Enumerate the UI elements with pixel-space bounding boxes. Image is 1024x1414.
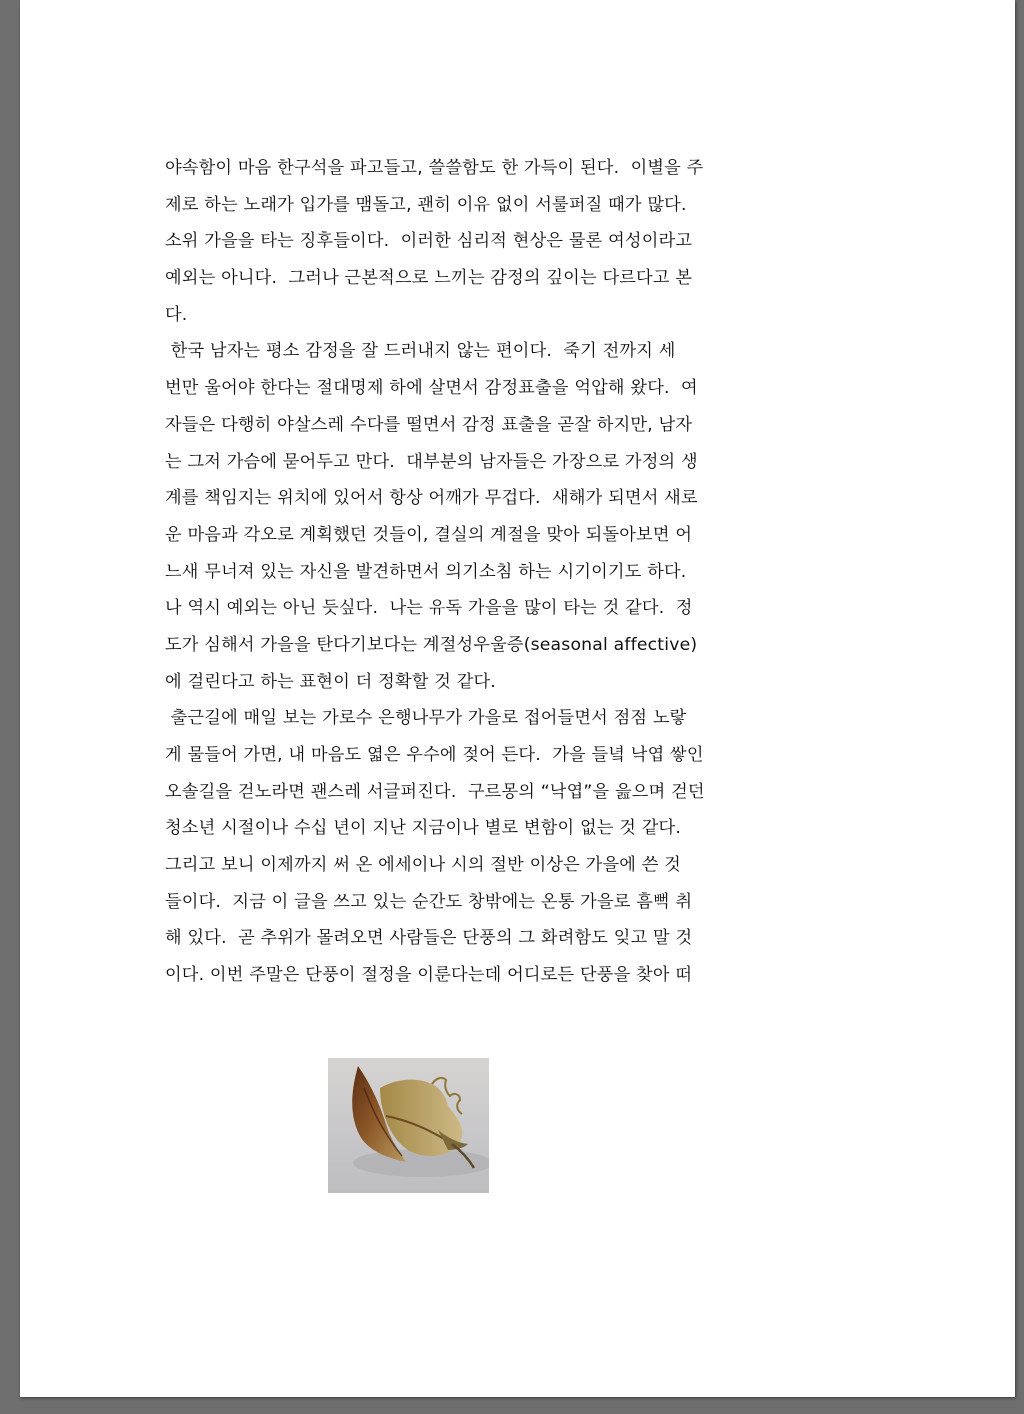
text-line: 에 걸린다고 하는 표현이 더 정확할 것 같다.	[165, 671, 496, 692]
text-line: 그리고 보니 이제까지 써 온 에세이나 시의 절반 이상은 가을에 쓴 것	[165, 855, 681, 876]
text-line: 예외는 아니다. 그러나 근본적으로 느끼는 감정의 깊이는 다르다고 본	[165, 268, 693, 289]
text-line: 출근길에 매일 보는 가로수 은행나무가 가을로 접어들면서 점점 노랗	[165, 708, 687, 729]
document-page	[20, 0, 1015, 1397]
text-line: 나 역시 예외는 아닌 듯싶다. 나는 유독 가을을 많이 타는 것 같다. 정	[165, 598, 693, 619]
text-line: 청소년 시절이나 수십 년이 지난 지금이나 별로 변함이 없는 것 같다.	[165, 818, 681, 839]
leaf-illustration	[328, 1058, 489, 1193]
text-line: 도가 심해서 가을을 탄다기보다는 계절성우울증(seasonal affective)	[165, 634, 698, 655]
text-line: 다.	[165, 304, 188, 325]
text-line: 야속함이 마음 한구석을 파고들고, 쓸쓸함도 한 가득이 된다. 이별을 주	[165, 158, 704, 178]
text-line: 운 마음과 각오로 계획했던 것들이, 결실의 계절을 맞아 되돌아보면 어	[165, 524, 693, 545]
text-line: 오솔길을 걷노라면 괜스레 서글퍼진다. 구르몽의 “낙엽”을 읊으며 걷던	[165, 781, 705, 802]
text-line: 계를 책임지는 위치에 있어서 항상 어깨가 무겁다. 새해가 되면서 새로	[165, 488, 698, 509]
text-line: 해 있다. 곧 추위가 몰려오면 사람들은 단풍의 그 화려함도 잊고 말 것	[165, 928, 693, 949]
text-line: 게 물들어 가면, 내 마음도 엷은 우수에 젖어 든다. 가을 들녘 낙엽 쌓인	[165, 745, 704, 765]
text-line: 느새 무너져 있는 자신을 발견하면서 의기소침 하는 시기이기도 하다.	[165, 561, 687, 582]
text-line: 한국 남자는 평소 감정을 잘 드러내지 않는 편이다. 죽기 전까지 세	[165, 341, 676, 362]
text-line: 들이다. 지금 이 글을 쓰고 있는 순간도 창밖에는 온통 가을로 흠뻑 취	[165, 891, 693, 912]
leaf-photo	[328, 1058, 489, 1193]
text-line: 제로 하는 노래가 입가를 맴돌고, 괜히 이유 없이 서룰퍼질 때가 많다.	[165, 194, 687, 215]
text-line: 소위 가을을 타는 징후들이다. 이러한 심리적 현상은 물론 여성이라고	[165, 231, 693, 252]
essay-body	[165, 150, 805, 994]
text-line: 이다. 이번 주말은 단풍이 절정을 이룬다는데 어디로든 단풍을 찾아 떠	[165, 965, 693, 986]
text-line: 번만 울어야 한다는 절대명제 하에 살면서 감정표출을 억압해 왔다. 여	[165, 378, 698, 399]
text-line: 자들은 다행히 야살스레 수다를 떨면서 감정 표출을 곧잘 하지만, 남자	[165, 414, 693, 435]
text-line: 는 그저 가슴에 묻어두고 만다. 대부분의 남자들은 가장으로 가정의 생	[165, 451, 698, 472]
